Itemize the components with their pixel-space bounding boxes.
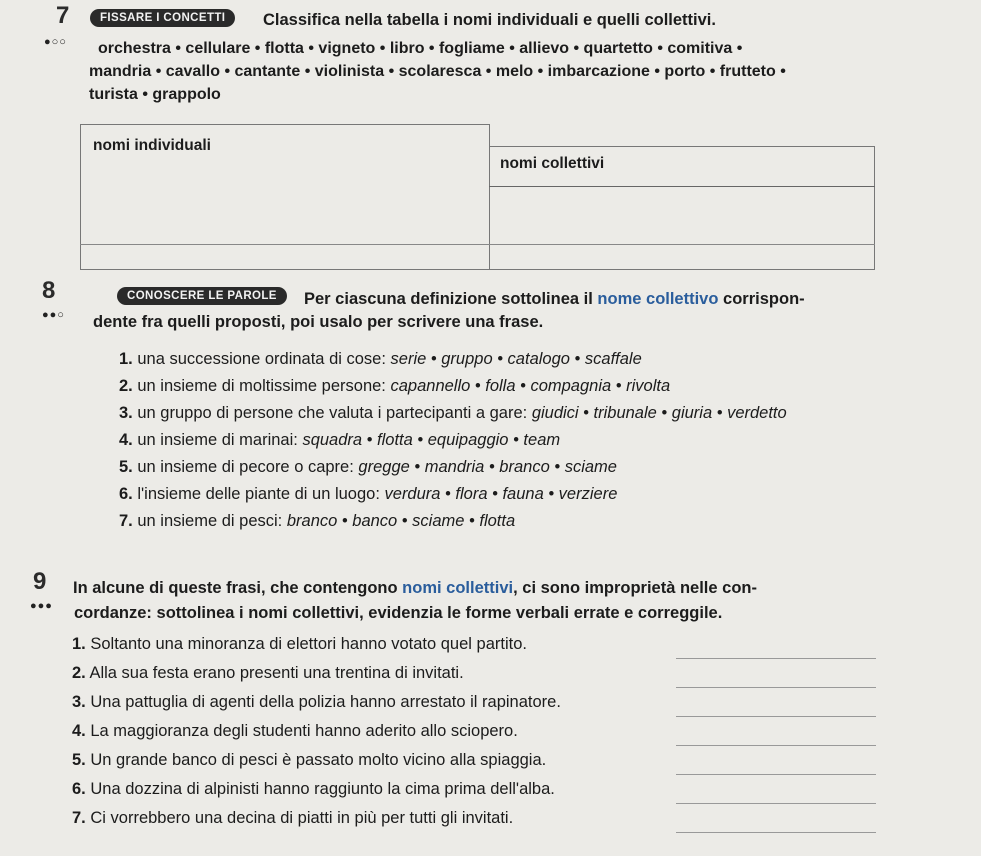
- word-list-line: mandria • cavallo • cantante • violinista • scolaresca • melo • imbarcazione • porto • frutteto •: [89, 63, 786, 80]
- column-header-individual: nomi individuali: [93, 137, 211, 154]
- instruction-text: corrispon-: [723, 290, 805, 308]
- definition-item: 7. un insieme di pesci: branco • banco • sciame • flotta: [119, 512, 516, 530]
- answer-line[interactable]: [676, 658, 876, 659]
- exercise-number: 7: [56, 2, 70, 29]
- option-list[interactable]: serie • gruppo • catalogo • scaffale: [390, 350, 642, 368]
- column-collective: [489, 146, 875, 270]
- instruction-text: , ci sono improprietà nelle con-: [513, 579, 757, 597]
- answer-line[interactable]: [676, 803, 876, 804]
- sentence-item: 2. Alla sua festa erano presenti una trentina di invitati.: [72, 664, 464, 682]
- answer-line[interactable]: [676, 745, 876, 746]
- sentence-text[interactable]: Una pattuglia di agenti della polizia hanno arrestato il rapinatore.: [90, 693, 561, 711]
- exercise-number: 8: [42, 277, 56, 304]
- option-list[interactable]: gregge • mandria • branco • sciame: [358, 458, 617, 476]
- answer-line[interactable]: [676, 832, 876, 833]
- classification-table: [80, 124, 875, 270]
- exercise-instruction-line2: dente fra quelli proposti, poi usalo per scrivere una frase.: [93, 313, 544, 331]
- exercise-number: 9: [33, 568, 47, 595]
- writing-line[interactable]: [489, 244, 875, 245]
- highlighted-term: nomi collettivi: [402, 579, 514, 597]
- sentence-text[interactable]: Una dozzina di alpinisti hanno raggiunto la cima prima dell'alba.: [90, 780, 555, 798]
- sentence-text[interactable]: Ci vorrebbero una decina di piatti in più per tutti gli invitati.: [90, 809, 514, 827]
- exercise-instruction-line2: cordanze: sottolinea i nomi collettivi, evidenzia le forme verbali errate e correggile.: [74, 604, 723, 622]
- sentence-item: 4. La maggioranza degli studenti hanno aderito allo sciopero.: [72, 722, 518, 740]
- sentence-item: 3. Una pattuglia di agenti della polizia hanno arrestato il rapinatore.: [72, 693, 561, 711]
- difficulty-dots: ●●●: [30, 600, 53, 612]
- option-list[interactable]: verdura • flora • fauna • verziere: [384, 485, 618, 503]
- definition-item: 1. una successione ordinata di cose: serie • gruppo • catalogo • scaffale: [119, 350, 642, 368]
- column-header-collective: nomi collettivi: [500, 155, 605, 172]
- option-list[interactable]: giudici • tribunale • giuria • verdetto: [531, 404, 787, 422]
- sentence-text[interactable]: Alla sua festa erano presenti una trentina di invitati.: [89, 664, 464, 682]
- definition-item: 2. un insieme di moltissime persone: capannello • folla • compagnia • rivolta: [119, 377, 671, 395]
- difficulty-dots: ●●○: [42, 309, 65, 321]
- option-list[interactable]: branco • banco • sciame • flotta: [286, 512, 516, 530]
- word-list-line: turista • grappolo: [89, 86, 221, 103]
- word-list-line: orchestra • cellulare • flotta • vigneto • libro • fogliame • allievo • quartetto • comitiva •: [98, 40, 743, 57]
- writing-line[interactable]: [80, 244, 490, 245]
- sentence-text[interactable]: La maggioranza degli studenti hanno aderito allo sciopero.: [90, 722, 518, 740]
- sentence-item: 5. Un grande banco di pesci è passato molto vicino alla spiaggia.: [72, 751, 547, 769]
- sentence-text[interactable]: Soltanto una minoranza di elettori hanno votato quel partito.: [90, 635, 527, 653]
- answer-line[interactable]: [676, 716, 876, 717]
- exercise-instruction: [304, 290, 805, 309]
- exercise-badge: FISSARE I CONCETTI: [90, 9, 235, 27]
- highlighted-term: nome collettivo: [597, 290, 719, 308]
- sentence-item: 6. Una dozzina di alpinisti hanno raggiunto la cima prima dell'alba.: [72, 780, 555, 798]
- sentence-item: 1. Soltanto una minoranza di elettori hanno votato quel partito.: [72, 635, 527, 653]
- definition-item: 3. un gruppo di persone che valuta i partecipanti a gare: giudici • tribunale • giuria • verdetto: [119, 404, 787, 422]
- instruction-text: In alcune di queste frasi, che contengono: [73, 579, 398, 597]
- answer-line[interactable]: [676, 774, 876, 775]
- difficulty-dots: ●○○: [44, 36, 67, 48]
- sentence-item: 7. Ci vorrebbero una decina di piatti in più per tutti gli invitati.: [72, 809, 514, 827]
- exercise-instruction: Classifica nella tabella i nomi individuali e quelli collettivi.: [263, 11, 716, 29]
- option-list[interactable]: capannello • folla • compagnia • rivolta: [390, 377, 671, 395]
- definition-item: 4. un insieme di marinai: squadra • flotta • equipaggio • team: [119, 431, 561, 449]
- option-list[interactable]: squadra • flotta • equipaggio • team: [302, 431, 561, 449]
- exercise-badge: CONOSCERE LE PAROLE: [117, 287, 287, 305]
- instruction-text: Per ciascuna definizione sottolinea il: [304, 290, 593, 308]
- column-individual: [80, 124, 490, 270]
- header-divider: [489, 186, 875, 187]
- definition-item: 6. l'insieme delle piante di un luogo: verdura • flora • fauna • verziere: [119, 485, 618, 503]
- definition-item: 5. un insieme di pecore o capre: gregge • mandria • branco • sciame: [119, 458, 617, 476]
- exercise-instruction: [73, 579, 757, 598]
- answer-line[interactable]: [676, 687, 876, 688]
- sentence-text[interactable]: Un grande banco di pesci è passato molto vicino alla spiaggia.: [90, 751, 547, 769]
